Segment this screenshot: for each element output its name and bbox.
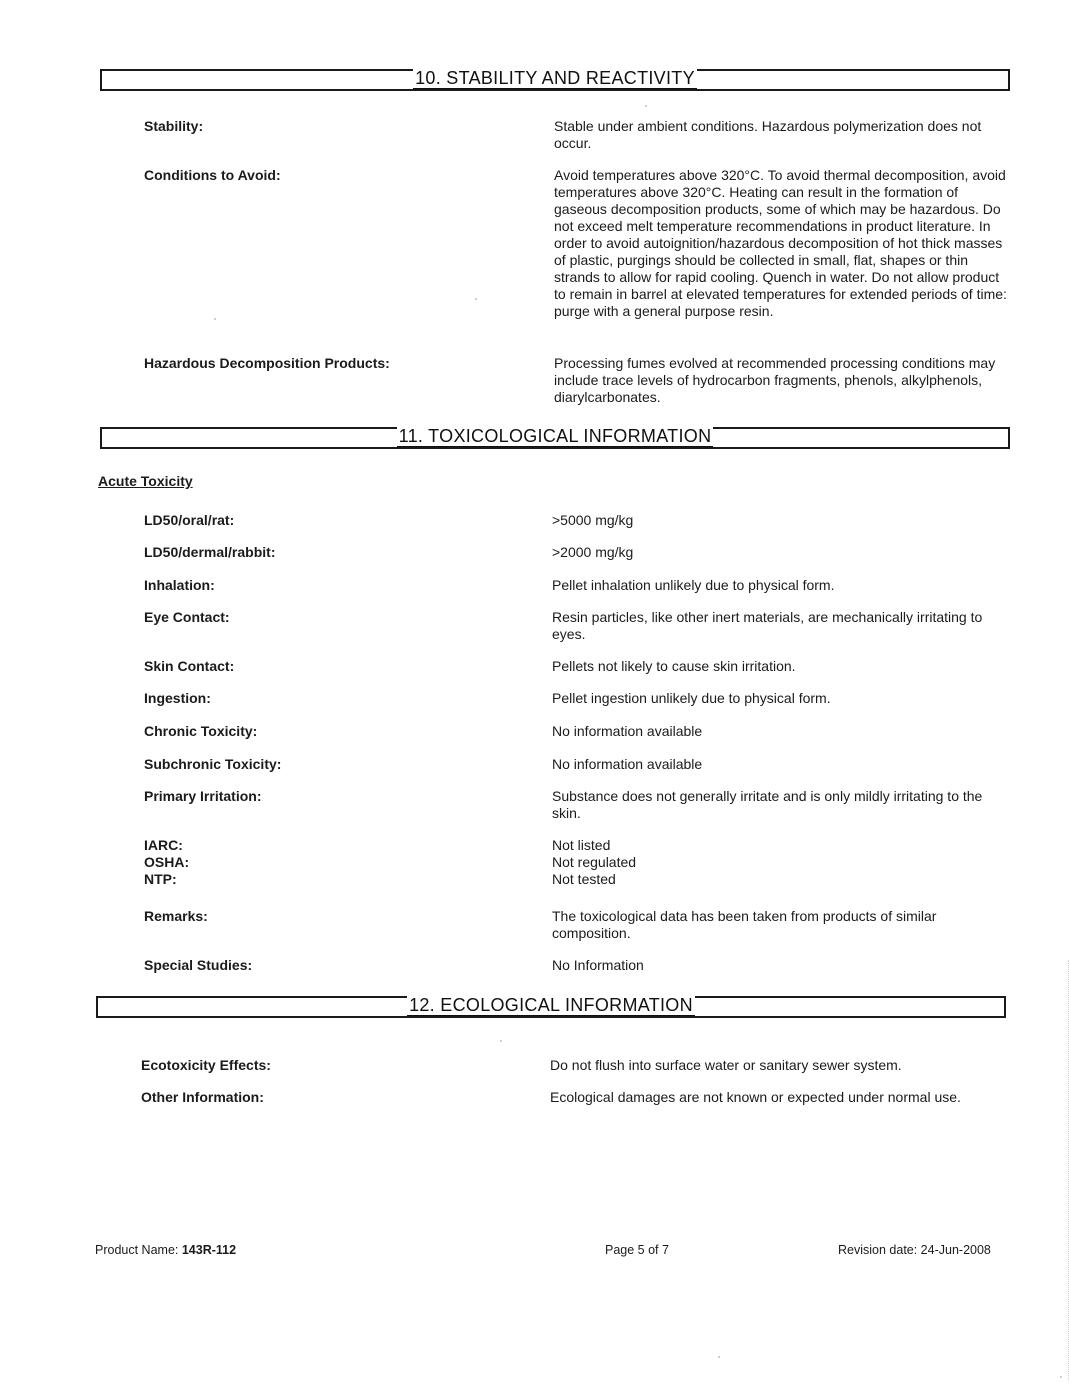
carcinogen-labels	[144, 837, 524, 888]
scan-dot	[1060, 1376, 1062, 1378]
ntp-value: Not tested	[552, 871, 616, 887]
row-value: Resin particles, like other inert materials, are mechanically irritating to eyes.	[552, 609, 983, 642]
row-value: Ecological damages are not known or expected under normal use.	[550, 1089, 961, 1105]
product-name-value: 143R-112	[181, 1243, 237, 1257]
row-value: The toxicological data has been taken from products of similar composition.	[552, 908, 937, 941]
section-10-title: 10. STABILITY AND REACTIVITY	[415, 68, 695, 88]
row-label: Other Information:	[141, 1089, 264, 1105]
row-value: Pellets not likely to cause skin irritation.	[552, 658, 796, 674]
section-12-title: 12. ECOLOGICAL INFORMATION	[409, 995, 693, 1015]
row-value: Pellet ingestion unlikely due to physical form.	[552, 690, 831, 706]
row-label: Conditions to Avoid:	[144, 167, 281, 183]
product-name-label: Product Name:	[95, 1243, 179, 1257]
footer-page-number: Page 5 of 7	[605, 1243, 669, 1257]
row-value: No information available	[552, 756, 703, 772]
row-label: LD50/oral/rat:	[144, 512, 235, 528]
scan-dot	[475, 298, 477, 300]
row-value: Processing fumes evolved at recommended processing conditions may include trace levels of hydrocarbon fragments, phenols, alkylphenols, diarylcarbonates.	[554, 355, 996, 405]
scan-dot	[645, 105, 647, 107]
section-11-header	[100, 427, 1010, 449]
row-value: Stable under ambient conditions. Hazardous polymerization does not occur.	[554, 118, 982, 151]
row-label: Subchronic Toxicity:	[144, 756, 282, 772]
row-label: LD50/dermal/rabbit:	[144, 544, 276, 560]
section-12-header	[96, 996, 1006, 1018]
row-value: No information available	[552, 723, 703, 739]
acute-toxicity-subheading: Acute Toxicity	[98, 473, 193, 489]
footer-revision-date: Revision date: 24-Jun-2008	[838, 1243, 991, 1257]
row-label: Skin Contact:	[144, 658, 235, 674]
scan-dot	[500, 1040, 502, 1042]
scan-dot	[718, 1356, 720, 1358]
osha-label: OSHA:	[144, 854, 190, 870]
footer-product-name	[95, 1243, 236, 1257]
section-10-header	[100, 69, 1010, 91]
row-label: Inhalation:	[144, 577, 215, 593]
row-label: Eye Contact:	[144, 609, 230, 625]
row-value: Substance does not generally irritate and is only mildly irritating to the skin.	[552, 788, 983, 821]
section-11-title: 11. TOXICOLOGICAL INFORMATION	[398, 426, 712, 446]
row-label: Remarks:	[144, 908, 208, 924]
carcinogen-values	[552, 837, 1012, 888]
row-value: No Information	[552, 957, 644, 973]
row-label: Ingestion:	[144, 690, 211, 706]
row-label: Stability:	[144, 118, 204, 134]
row-value: Avoid temperatures above 320°C. To avoid thermal decomposition, avoid temperatures above 320°C. Heating can result in the formation of gaseous decomposition products, some of which may be hazardous. Do not exceed melt temperature recommendations in product literature. In order to avoid autoignition/hazardous decomposition of hot thick masses of plastic, purgings should be collected in small, flat, shapes or thin strands to allow for rapid cooling. Quench in water. Do not allow product to remain in barrel at elevated temperatures for extended periods of time: purge with a general purpose resin.	[554, 167, 1007, 319]
row-label: Primary Irritation:	[144, 788, 262, 804]
scan-dot	[214, 318, 216, 320]
row-value: Do not flush into surface water or sanitary sewer system.	[550, 1057, 902, 1073]
row-value: >5000 mg/kg	[552, 512, 634, 528]
row-label: Special Studies:	[144, 957, 253, 973]
row-value: Pellet inhalation unlikely due to physical form.	[552, 577, 835, 593]
row-label: Chronic Toxicity:	[144, 723, 258, 739]
ntp-label: NTP:	[144, 871, 177, 887]
iarc-value: Not listed	[552, 837, 611, 853]
row-label: Ecotoxicity Effects:	[141, 1057, 271, 1073]
osha-value: Not regulated	[552, 854, 637, 870]
row-label: Hazardous Decomposition Products:	[144, 355, 390, 371]
row-value: >2000 mg/kg	[552, 544, 634, 560]
scan-edge-line	[1068, 960, 1070, 1380]
iarc-label: IARC:	[144, 837, 183, 853]
